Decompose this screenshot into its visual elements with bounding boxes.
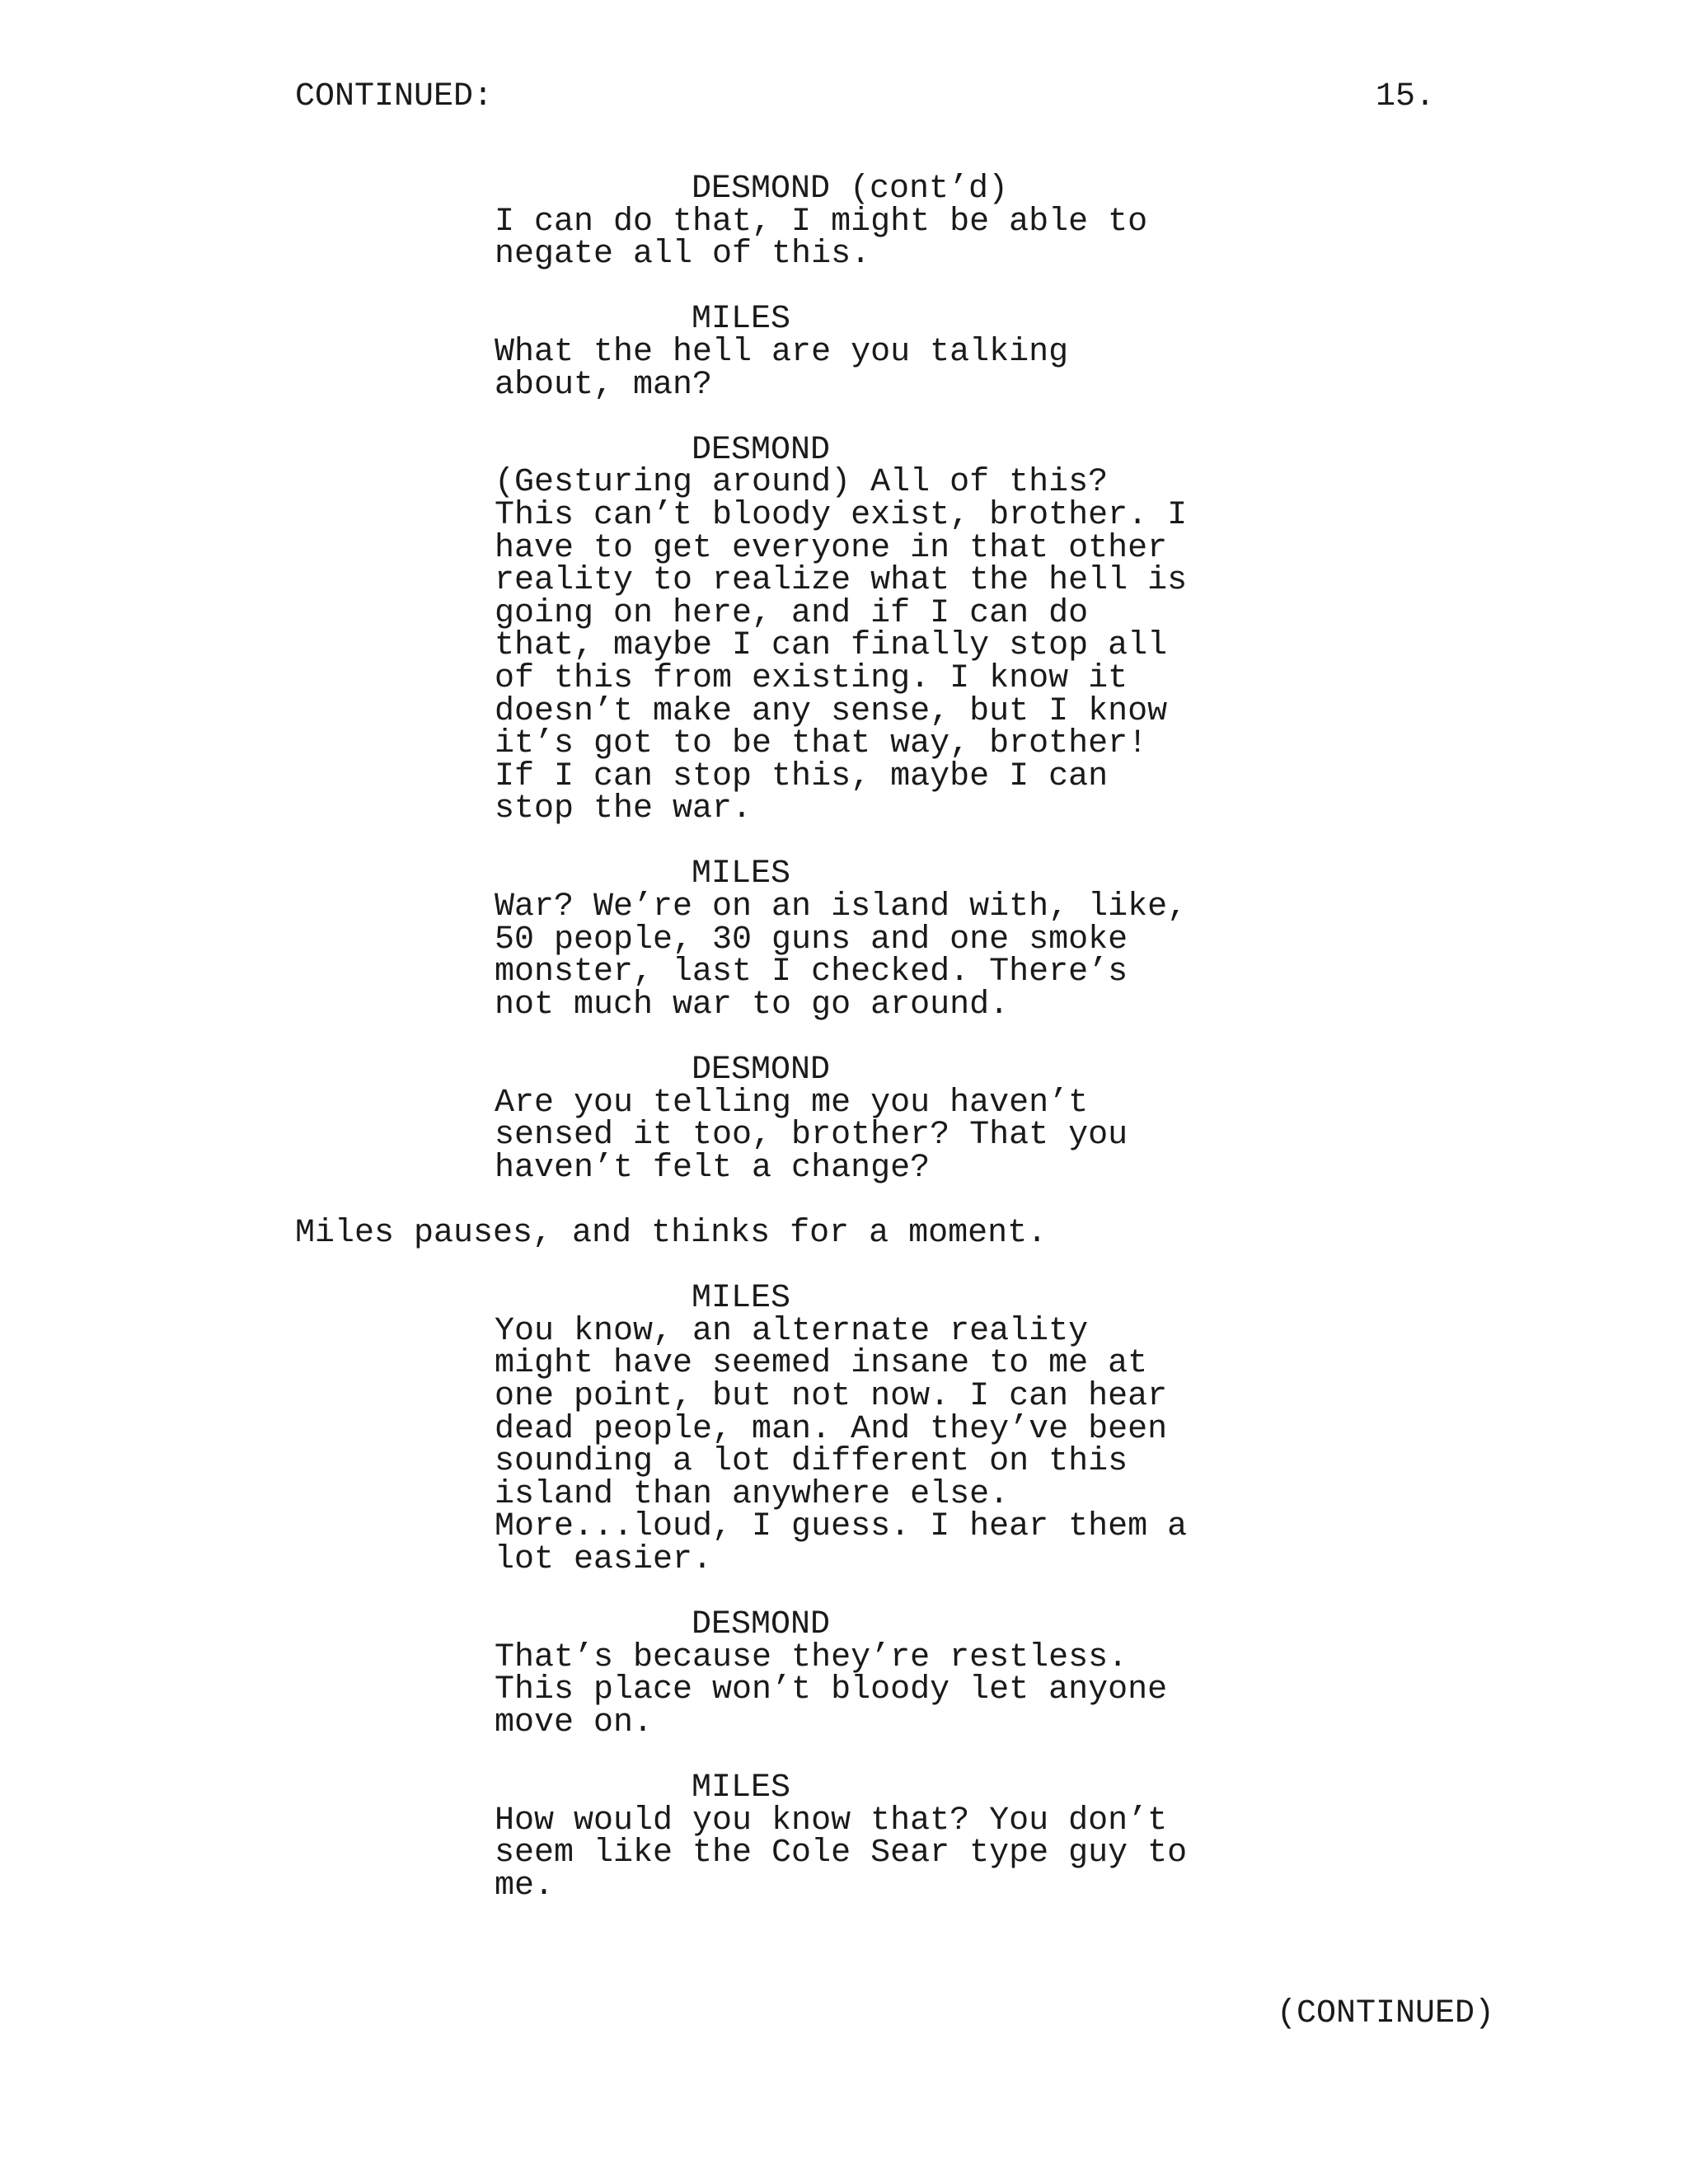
dialogue-line: sensed it too, brother? That you — [495, 1117, 1128, 1155]
dialogue-line: What the hell are you talking — [495, 333, 1069, 371]
dialogue-block — [0, 1052, 1688, 1187]
dialogue-text — [495, 203, 1195, 274]
dialogue-line: going on here, and if I can do — [495, 594, 1089, 632]
character-name: MILES — [692, 1280, 791, 1318]
dialogue-line: me. — [495, 1867, 555, 1905]
script-body — [0, 173, 1688, 1935]
dialogue-line: lot easier. — [495, 1540, 713, 1578]
dialogue-block — [0, 431, 1688, 828]
dialogue-line: reality to realize what the hell is — [495, 562, 1188, 600]
dialogue-block — [0, 301, 1688, 404]
action-block — [0, 1217, 1688, 1250]
dialogue-line: might have seemed insane to me at — [495, 1345, 1148, 1383]
dialogue-line: 50 people, 30 guns and one smoke — [495, 921, 1128, 958]
dialogue-line: island than anywhere else. — [495, 1475, 1010, 1513]
character-name: DESMOND (cont’d) — [692, 171, 1009, 208]
dialogue-line: I can do that, I might be able to — [495, 203, 1148, 241]
dialogue-text — [495, 1312, 1195, 1578]
dialogue-line: haven’t felt a change? — [495, 1149, 931, 1187]
dialogue-line: If I can stop this, maybe I can — [495, 757, 1109, 795]
dialogue-line: That’s because they’re restless. — [495, 1638, 1128, 1676]
dialogue-line: that, maybe I can finally stop all — [495, 627, 1168, 665]
dialogue-line: sounding a lot different on this — [495, 1443, 1128, 1481]
dialogue-line: dead people, man. And they’ve been — [495, 1410, 1168, 1448]
dialogue-line: War? We’re on an island with, like, — [495, 888, 1188, 926]
character-name: MILES — [692, 301, 791, 339]
character-name: MILES — [692, 1769, 791, 1807]
dialogue-line: More...loud, I guess. I hear them a — [495, 1508, 1188, 1546]
page-number: 15. — [1376, 78, 1436, 115]
dialogue-block — [0, 1606, 1688, 1741]
character-name: MILES — [692, 855, 791, 893]
dialogue-line: monster, last I checked. There’s — [495, 954, 1128, 991]
character-name: DESMOND — [692, 1052, 831, 1090]
dialogue-block — [0, 855, 1688, 1024]
dialogue-text — [495, 466, 1195, 826]
dialogue-line: seem like the Cole Sear type guy to — [495, 1835, 1188, 1872]
dialogue-block — [0, 1282, 1688, 1576]
dialogue-text — [495, 1802, 1195, 1905]
dialogue-line: move on. — [495, 1704, 654, 1741]
dialogue-line: one point, but not now. I can hear — [495, 1377, 1168, 1415]
dialogue-line: This can’t bloody exist, brother. I — [495, 496, 1188, 534]
dialogue-line: doesn’t make any sense, but I know — [495, 692, 1168, 730]
dialogue-text — [495, 888, 1195, 1024]
dialogue-line: Are you telling me you haven’t — [495, 1084, 1089, 1122]
dialogue-line: it’s got to be that way, brother! — [495, 725, 1148, 763]
action-text: Miles pauses, and thinks for a moment. — [295, 1215, 1048, 1252]
character-name: DESMOND — [692, 431, 831, 469]
dialogue-line: stop the war. — [495, 790, 753, 828]
character-name: DESMOND — [692, 1606, 831, 1644]
continued-header: CONTINUED: — [295, 78, 494, 115]
dialogue-text — [495, 1638, 1195, 1741]
dialogue-line: about, man? — [495, 366, 713, 404]
dialogue-text — [495, 333, 1195, 404]
dialogue-line: You know, an alternate reality — [495, 1312, 1089, 1350]
dialogue-line: This place won’t bloody let anyone — [495, 1671, 1168, 1709]
dialogue-text — [495, 1084, 1195, 1187]
continued-footer: (CONTINUED) — [1277, 1995, 1495, 2032]
dialogue-block — [0, 1769, 1688, 1905]
dialogue-block — [0, 171, 1688, 274]
dialogue-line: of this from existing. I know it — [495, 659, 1128, 697]
dialogue-line: negate all of this. — [495, 236, 871, 274]
dialogue-line: How would you know that? You don’t — [495, 1802, 1168, 1840]
dialogue-line: (Gesturing around) All of this? — [495, 464, 1109, 502]
dialogue-line: have to get everyone in that other — [495, 529, 1168, 567]
dialogue-line: not much war to go around. — [495, 986, 1010, 1024]
